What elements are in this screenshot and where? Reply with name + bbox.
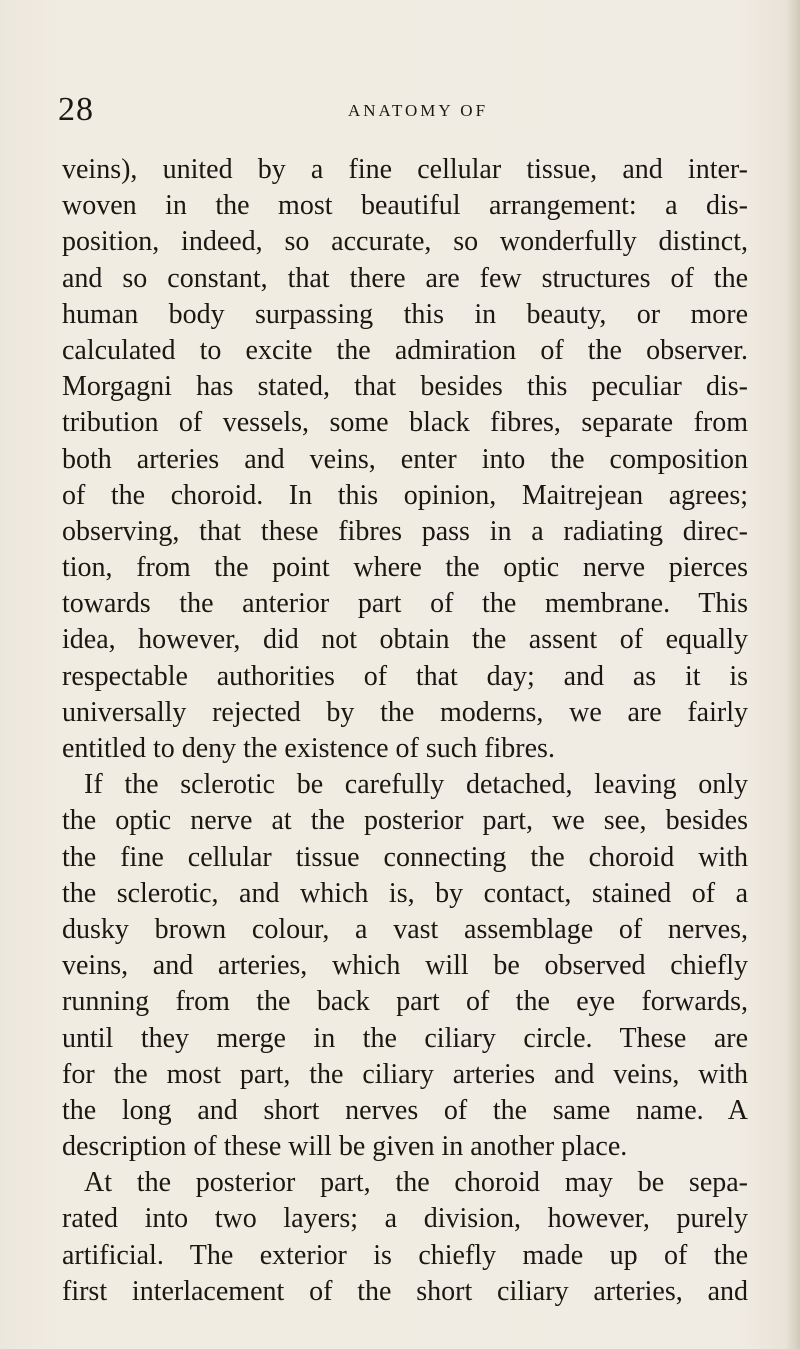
text-line: first interlacement of the short ciliary arteries, and	[62, 1275, 748, 1307]
text-line: the sclerotic, and which is, by contact, stained of a	[62, 877, 748, 909]
text-line: calculated to excite the admiration of the observer.	[62, 334, 748, 366]
text-line: observing, that these fibres pass in a radiating direc-	[62, 515, 748, 547]
text-line: position, indeed, so accurate, so wonderfully distinct,	[62, 226, 748, 258]
text-line: the fine cellular tissue connecting the choroid with	[62, 841, 748, 873]
text-line: universally rejected by the moderns, we are fairly	[62, 696, 748, 728]
text-line: both arteries and veins, enter into the composition	[62, 443, 748, 475]
page-edge-shadow	[786, 0, 800, 1349]
text-line: towards the anterior part of the membrane. This	[62, 588, 748, 620]
page-header	[0, 88, 800, 132]
text-line: veins, and arteries, which will be observed chiefly	[62, 950, 748, 982]
paragraph-last-line: entitled to deny the existence of such fibres.	[62, 733, 555, 764]
text-line: Morgagni has stated, that besides this peculiar dis-	[62, 371, 748, 403]
paragraph-first-line: If the sclerotic be carefully detached, leaving only	[84, 769, 748, 801]
text-line: tribution of vessels, some black fibres, separate from	[62, 407, 748, 439]
text-line: running from the back part of the eye forwards,	[62, 986, 748, 1018]
paragraph-last-line: description of these will be given in another place.	[62, 1131, 628, 1163]
text-line: dusky brown colour, a vast assemblage of nerves,	[62, 913, 748, 945]
text-line: woven in the most beautiful arrangement: a dis-	[62, 190, 748, 222]
text-line: of the choroid. In this opinion, Maitrejean agrees;	[62, 479, 748, 511]
text-line: for the most part, the ciliary arteries and veins, with	[62, 1058, 748, 1090]
text-line: and so constant, that there are few structures of the	[62, 262, 748, 294]
text-line: veins), united by a fine cellular tissue, and inter-	[62, 154, 748, 185]
body-text	[62, 152, 748, 1310]
text-line: idea, however, did not obtain the assent of equally	[62, 624, 748, 656]
text-line: tion, from the point where the optic nerve pierces	[62, 552, 748, 584]
text-line: artificial. The exterior is chiefly made up of the	[62, 1239, 748, 1271]
text-line: the long and short nerves of the same name. A	[62, 1094, 748, 1126]
text-line: the optic nerve at the posterior part, we see, besides	[62, 805, 748, 837]
running-head: ANATOMY OF	[348, 101, 489, 120]
paragraph-first-line: At the posterior part, the choroid may be sepa-	[84, 1167, 748, 1199]
text-line: until they merge in the ciliary circle. These are	[62, 1022, 748, 1054]
text-line: human body surpassing this in beauty, or more	[62, 298, 748, 330]
text-line: respectable authorities of that day; and as it is	[62, 660, 748, 692]
text-line: rated into two layers; a division, however, purely	[62, 1203, 748, 1235]
page-number: 28	[58, 91, 94, 128]
